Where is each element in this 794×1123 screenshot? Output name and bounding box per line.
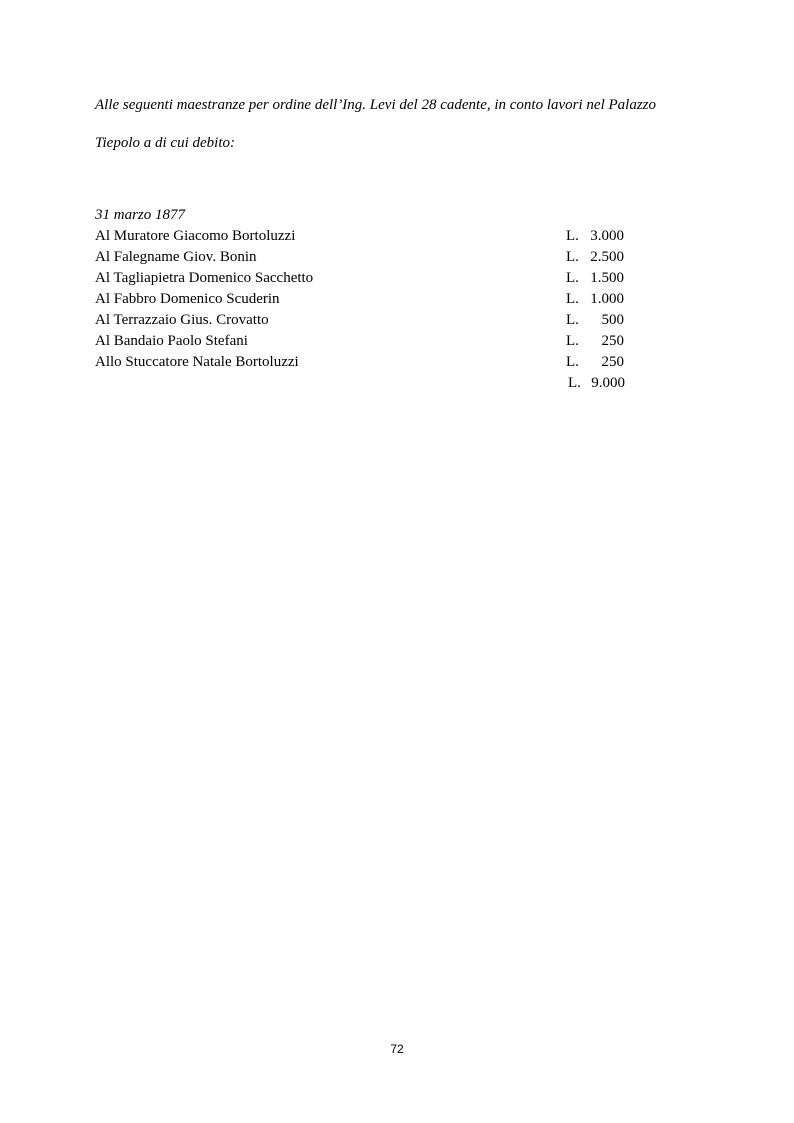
currency-label: L. (566, 249, 579, 265)
total-currency-label: L. (568, 375, 581, 391)
ledger-row (95, 227, 635, 248)
currency-label: L. (566, 312, 579, 328)
amount-value: 3.000 (590, 228, 624, 244)
amount-value: 1.000 (590, 291, 624, 307)
ledger-row (95, 332, 635, 353)
ledger-row (95, 269, 635, 290)
page-number: 72 (390, 1042, 404, 1056)
currency-label: L. (566, 333, 579, 349)
currency-label: L. (566, 354, 579, 370)
ledger-row (95, 353, 635, 374)
payment-ledger (95, 227, 635, 395)
amount-value: 500 (601, 312, 624, 328)
intro-line-2: Tiepolo a di cui debito: (95, 135, 235, 151)
intro-line-1: Alle seguenti maestranze per ordine dell’Ing. Levi del 28 cadente, in conto lavori nel Palazzo (95, 97, 656, 113)
payee-name: Al Tagliapietra Domenico Sacchetto (95, 270, 314, 286)
ledger-row (95, 290, 635, 311)
ledger-total-row (95, 374, 635, 395)
payee-name: Al Muratore Giacomo Bortoluzzi (95, 228, 296, 244)
total-amount-value: 9.000 (591, 375, 625, 391)
ledger-row (95, 248, 635, 269)
currency-label: L. (566, 270, 579, 286)
payee-name: Al Terrazzaio Gius. Crovatto (95, 312, 269, 328)
currency-label: L. (566, 291, 579, 307)
payee-name: Al Falegname Giov. Bonin (95, 249, 257, 265)
payee-name: Al Fabbro Domenico Scuderin (95, 291, 280, 307)
amount-value: 1.500 (590, 270, 624, 286)
amount-value: 250 (601, 333, 624, 349)
currency-label: L. (566, 228, 579, 244)
entry-date: 31 marzo 1877 (95, 207, 186, 223)
amount-value: 2.500 (590, 249, 624, 265)
amount-value: 250 (601, 354, 624, 370)
payee-name: Allo Stuccatore Natale Bortoluzzi (95, 354, 299, 370)
payee-name: Al Bandaio Paolo Stefani (95, 333, 248, 349)
ledger-row (95, 311, 635, 332)
